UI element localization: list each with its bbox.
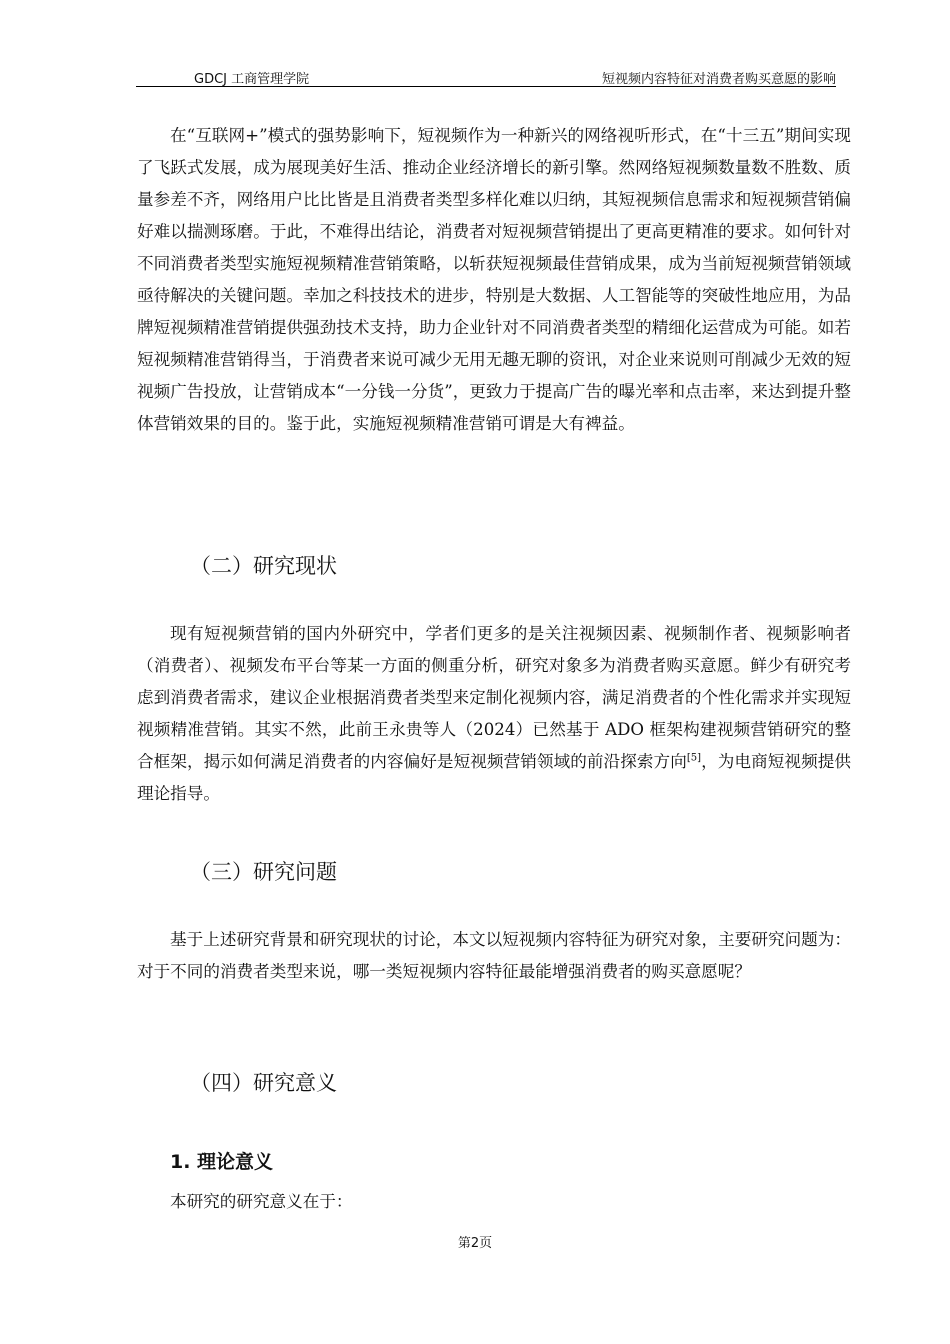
page-header bbox=[136, 66, 836, 87]
intro-paragraph: 在“互联网+”模式的强势影响下，短视频作为一种新兴的网络视听形式，在“十三五”期间实现了飞跃式发展，成为展现美好生活、推动企业经济增长的新引擎。然网络短视频数量数不胜数、质量参差不齐，网络用户比比皆是且消费者类型多样化难以归纳，其短视频信息需求和短视频营销偏好难以揣测琢磨。于此，不难得出结论，消费者对短视频营销提出了更高更精准的要求。如何针对不同消费者类型实施短视频精准营销策略，以斩获短视频最佳营销成果，成为当前短视频营销领域亟待解决的关键问题。幸加之科技技术的进步，特别是大数据、人工智能等的突破性地应用，为品牌短视频精准营销提供强劲技术支持，助力企业针对不同消费者类型的精细化运营成为可能。如若短视频精准营销得当，于消费者来说可减少无用无趣无聊的资讯，对企业来说则可削减少无效的短视频广告投放，让营销成本“一分钱一分货”，更致力于提高广告的曝光率和点击率，来达到提升整体营销效果的目的。鉴于此，实施短视频精准营销可谓是大有裨益。 bbox=[137, 126, 851, 433]
section-heading-research-status: （二）研究现状 bbox=[190, 554, 337, 578]
subheading-theoretical-significance: 1. 理论意义 bbox=[170, 1151, 274, 1173]
page-number: 第2页 bbox=[457, 1236, 493, 1251]
theoretical-significance-paragraph: 本研究的研究意义在于： bbox=[170, 1192, 353, 1211]
section-heading-research-question: （三）研究问题 bbox=[190, 860, 337, 884]
research-status-text-tail: ，为电商短视频提供理论指导。 bbox=[137, 752, 852, 803]
header-thesis-title: 短视频内容特征对消费者购买意愿的影响 bbox=[601, 72, 836, 87]
citation-reference[interactable]: [5] bbox=[686, 752, 702, 764]
section-heading-research-significance: （四）研究意义 bbox=[190, 1071, 337, 1095]
research-status-paragraph bbox=[137, 618, 851, 810]
research-status-text: 现有短视频营销的国内外研究中，学者们更多的是关注视频因素、视频制作者、视频影响者（消费者）、视频发布平台等某一方面的侧重分析，研究对象多为消费者购买意愿。鲜少有研究考虑到消费者需求，建议企业根据消费者类型来定制化视频内容，满足消费者的个性化需求并实现短视频精准营销。其实不然，此前王永贵等人（2024）已然基于 ADO 框架构建视频营销研究的整合框架，揭示如何满足消费者的内容偏好是短视频营销领域的前沿探索方向 bbox=[137, 624, 851, 771]
header-institution: GDCJ 工商管理学院 bbox=[194, 72, 310, 87]
research-question-paragraph: 基于上述研究背景和研究现状的讨论，本文以短视频内容特征为研究对象，主要研究问题为：对于不同的消费者类型来说，哪一类短视频内容特征最能增强消费者的购买意愿呢？ bbox=[137, 930, 851, 981]
